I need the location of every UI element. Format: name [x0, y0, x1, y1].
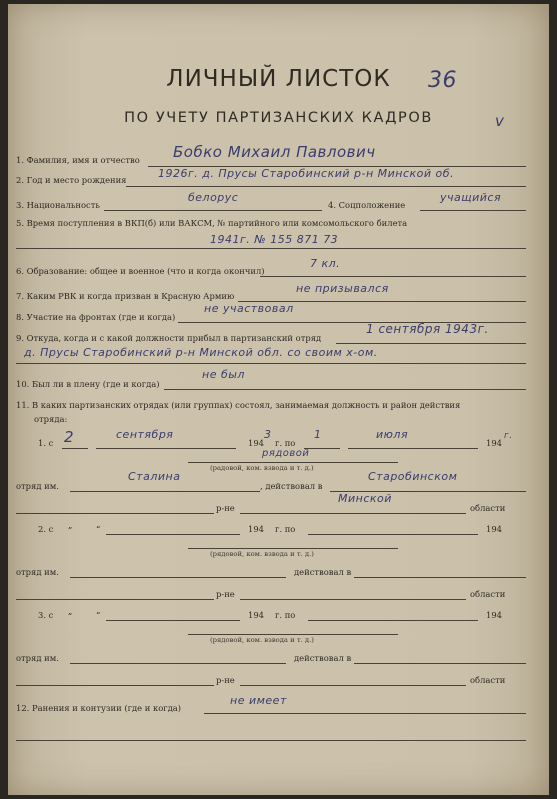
- unit-1-unit-label: отряд им.: [16, 481, 59, 491]
- unit-3-position-hint: (рядовой, ком. взвода и т. д.): [210, 636, 314, 644]
- unit-2-position-line: [188, 548, 398, 549]
- unit-2-unit-label: отряд им.: [16, 567, 59, 577]
- unit-2-unit-line: [70, 577, 286, 578]
- unit-1-to-year-suffix: г.: [504, 431, 513, 441]
- field-2-label: 2. Год и место рождения: [16, 175, 127, 185]
- field-4-line: [420, 210, 526, 211]
- field-9-value-2: д. Прусы Старобинский р-н Минской обл. со своим х-ом.: [24, 346, 378, 359]
- unit-1-from-label: 1. с: [38, 438, 54, 448]
- unit-1-district-line: [16, 513, 214, 514]
- field-5-value: 1941г. № 155 871 73: [210, 233, 339, 246]
- unit-2-from-label: 2. с: [38, 524, 54, 534]
- field-12-value: не имеет: [230, 694, 287, 707]
- unit-1-month: сентября: [116, 428, 174, 441]
- page-number-handwritten: 36: [428, 68, 457, 93]
- field-6-value: 7 кл.: [310, 257, 341, 270]
- field-12-label: 12. Ранения и контузии (где и когда): [16, 703, 182, 713]
- field-4-value: учащийся: [440, 191, 502, 204]
- field-5-label: 5. Время поступления в ВКП(б) или ВАКСМ, № партийного или комсомольского билета: [16, 218, 408, 228]
- unit-1-year-suffix: 3: [264, 428, 272, 441]
- unit-1-region-line: [240, 513, 466, 514]
- unit-3-quote-open: „: [68, 606, 73, 616]
- check-mark-handwritten: v: [495, 112, 505, 130]
- field-5-line: [16, 248, 526, 249]
- field-12-line: [204, 713, 526, 714]
- unit-3-to-line: [308, 620, 478, 621]
- unit-1-acted-label: , действовал в: [260, 481, 323, 491]
- unit-2-district-line: [16, 599, 214, 600]
- field-3-value: белорус: [188, 191, 239, 204]
- unit-1-region-value: Минской: [338, 492, 392, 505]
- unit-2-to-label: г. по: [275, 524, 296, 534]
- unit-2-quote-open: „: [68, 520, 73, 530]
- unit-2-to-line: [308, 534, 478, 535]
- field-7-label: 7. Каким РВК и когда призван в Красную Армию: [16, 291, 235, 301]
- page-subtitle: ПО УЧЕТУ ПАРТИЗАНСКИХ КАДРОВ: [124, 110, 433, 126]
- unit-1-position-line: [188, 462, 398, 463]
- unit-1-month-line: [96, 448, 236, 449]
- unit-1-position-hint: (радовой, ком. взвода и т. д.): [210, 464, 314, 472]
- unit-1-region-label: области: [470, 503, 506, 513]
- unit-3-month-line: [106, 620, 240, 621]
- unit-1-position: рядовой: [262, 448, 310, 459]
- unit-3-to-label: г. по: [275, 610, 296, 620]
- unit-1-day-line: [62, 448, 88, 449]
- field-12-line-2: [16, 740, 526, 741]
- unit-3-region-line: [240, 685, 466, 686]
- field-7-value: не призывался: [296, 282, 389, 295]
- field-4-label: 4. Соцположение: [328, 200, 406, 210]
- field-3-label: 3. Национальность: [16, 200, 100, 210]
- field-1-value: Бобко Михаил Павлович: [173, 143, 376, 161]
- form-sheet: [8, 4, 549, 795]
- unit-3-unit-line: [70, 663, 286, 664]
- field-11-label: 11. В каких партизанских отрядах (или группах) состоял, занимаемая должность и район действия: [16, 400, 461, 410]
- unit-2-to-year-prefix: 194: [486, 524, 502, 534]
- unit-1-to-year-prefix: 194: [486, 438, 502, 448]
- unit-1-acted-value: Старобинском: [368, 470, 458, 483]
- unit-1-to-day: 1: [314, 428, 322, 441]
- unit-3-year-prefix: 194: [248, 610, 264, 620]
- field-9-label: 9. Откуда, когда и с какой должности прибыл в партизанский отряд: [16, 333, 322, 343]
- unit-2-district-label: р-не: [216, 589, 235, 599]
- unit-1-unit-value: Сталина: [128, 470, 181, 483]
- unit-2-acted-label: действовал в: [294, 567, 352, 577]
- field-1-label: 1. Фамилия, имя и отчество: [16, 155, 140, 165]
- unit-3-from-label: 3. с: [38, 610, 54, 620]
- unit-1-to-month: июля: [376, 428, 409, 441]
- unit-1-to-label: г. по: [275, 438, 296, 448]
- field-2-line: [126, 186, 526, 187]
- unit-3-to-year-prefix: 194: [486, 610, 502, 620]
- unit-3-unit-label: отряд им.: [16, 653, 59, 663]
- unit-2-position-hint: (рядовой, ком. взвода и т. д.): [210, 550, 314, 558]
- field-6-line: [260, 276, 526, 277]
- unit-2-quote-close: “: [96, 524, 101, 534]
- unit-2-region-line: [240, 599, 466, 600]
- field-9-line-1: [336, 343, 526, 344]
- field-8-value: не участвовал: [204, 302, 294, 315]
- field-8-label: 8. Участие на фронтах (где и когда): [16, 312, 176, 322]
- page-title: ЛИЧНЫЙ ЛИСТОК: [166, 66, 391, 92]
- field-10-value: не был: [202, 368, 245, 381]
- unit-1-day: 2: [64, 428, 75, 446]
- unit-3-acted-label: действовал в: [294, 653, 352, 663]
- unit-1-to-month-line: [348, 448, 478, 449]
- field-10-line: [164, 389, 526, 390]
- unit-2-month-line: [106, 534, 240, 535]
- unit-2-acted-line: [354, 577, 526, 578]
- field-3-line: [104, 210, 322, 211]
- unit-1-unit-line: [70, 491, 260, 492]
- unit-2-year-prefix: 194: [248, 524, 264, 534]
- unit-1-district-label: р-не: [216, 503, 235, 513]
- unit-3-acted-line: [354, 663, 526, 664]
- field-11-label-cont: отряда:: [34, 414, 68, 424]
- field-2-value: 1926г. д. Прусы Старобинский р-н Минской об.: [158, 167, 455, 180]
- unit-3-district-line: [16, 685, 214, 686]
- unit-1-year-prefix: 194: [248, 438, 264, 448]
- unit-2-region-label: области: [470, 589, 506, 599]
- unit-3-quote-close: “: [96, 610, 101, 620]
- unit-3-district-label: р-не: [216, 675, 235, 685]
- field-9-value-1: 1 сентября 1943г.: [366, 322, 489, 336]
- unit-3-region-label: области: [470, 675, 506, 685]
- field-9-line-2: [16, 363, 526, 364]
- unit-3-position-line: [188, 634, 398, 635]
- field-6-label: 6. Образование: общее и военное (что и когда окончил): [16, 266, 265, 276]
- field-10-label: 10. Был ли в плену (где и когда): [16, 379, 160, 389]
